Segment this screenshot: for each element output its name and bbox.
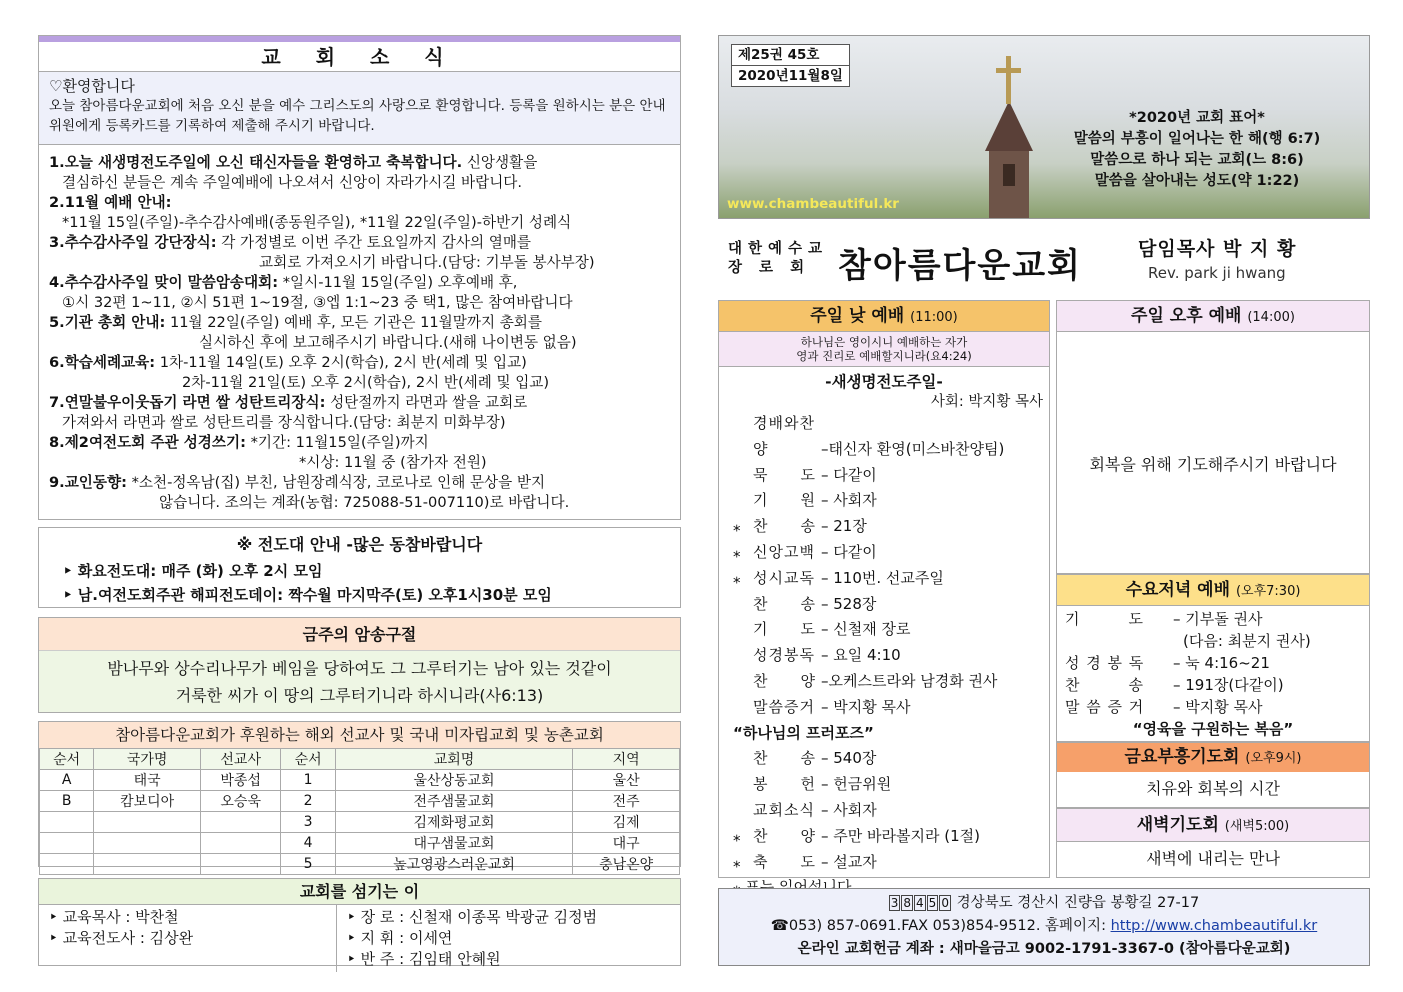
order-item: [733, 850, 1049, 876]
news-item: [49, 353, 670, 373]
afternoon-message: 회복을 위해 기도해주시기 바랍니다: [1089, 455, 1337, 474]
news-item-text: 않습니다. 조의는 계좌(농협: 725088-51-007110)로 바랍니다.: [159, 494, 570, 511]
phone-text: ☎053) 857-0691.FAX 053)854-9512. 홈페이지:: [770, 918, 1111, 934]
table-cell: [94, 812, 201, 833]
order-value: – 110번. 선교주일: [821, 568, 944, 587]
table-header: 선교사: [200, 749, 280, 770]
zip-digit: 0: [941, 896, 949, 910]
table-cell: A: [40, 770, 94, 791]
order-name: 경배와찬양: [753, 414, 815, 458]
order-name: 성시교독: [753, 568, 815, 587]
table-cell: 울산상동교회: [335, 770, 573, 791]
order-value: – 헌금위원: [821, 775, 892, 794]
news-item-head: 7.연말불우이웃돕기 라면 쌀 성탄트리장식:: [49, 394, 326, 411]
sermon-title: “하나님의 프러포즈”: [733, 723, 874, 742]
dawn-message: 새벽에 내리는 만나: [1146, 849, 1280, 868]
table-cell: [40, 812, 94, 833]
order-value: – 주만 바라볼지라 (1절): [821, 826, 980, 845]
order-value: – 540장: [821, 749, 877, 768]
order-name: 기 도: [753, 620, 816, 639]
table-row: [40, 770, 680, 791]
banner-url: www.chambeautiful.kr: [727, 196, 899, 212]
news-item-text: 교회로 가져오시기 바랍니다.(담당: 기부돌 봉사부장): [259, 254, 595, 271]
order-item: [733, 411, 1049, 463]
order-item: [733, 488, 1049, 514]
issue-volume: 제25권 45호: [738, 47, 820, 63]
wednesday-sermon: “영육을 구원하는 복음”: [1132, 720, 1294, 738]
table-cell: 3: [281, 812, 335, 833]
servers-title: 교회를 섬기는 이: [39, 879, 680, 905]
news-item-text: *11월 15일(주일)-추수감사예배(종동원주일), *11월 22일(주일)-하반기 성례식: [62, 214, 572, 231]
news-item-text: *일시-11월 15일(주일) 오후예배 후,: [282, 274, 518, 291]
news-item-text: 2차-11월 21일(토) 오후 2시(학습), 2시 반(세례 및 입교): [182, 374, 550, 391]
standing-icon: ⁎: [733, 517, 741, 536]
server-item: ‣ 교육전도사 : 김상완: [49, 929, 194, 947]
dawn-time: (새벽5:00): [1224, 819, 1290, 834]
friday-prayer: [1056, 742, 1370, 808]
zip-digit: 3: [890, 896, 899, 910]
table-row: [40, 812, 680, 833]
news-item-head: 2.11월 예배 안내:: [49, 194, 172, 211]
news-item: [49, 333, 670, 353]
order-value: – 528장: [821, 594, 877, 613]
order-name: 성 경 봉 독: [1065, 654, 1145, 672]
church-header: [718, 222, 1370, 292]
news-item-head: 6.학습세례교육:: [49, 354, 156, 371]
zip-digit: 5: [928, 896, 937, 910]
news-item-head: 1.오늘 새생명전도주일에 오신 태신자들을 환영하고 축복합니다.: [49, 154, 463, 171]
welcome-title: ♡환영합니다: [49, 77, 135, 95]
news-item-text: 11월 22일(주일) 예배 후, 모든 기관은 11월말까지 총회를: [169, 314, 543, 331]
news-item-head: 3.추수감사주일 강단장식:: [49, 234, 217, 251]
dawn-title-text: 새벽기도회: [1136, 815, 1219, 835]
news-list: [39, 145, 680, 521]
denomination: [728, 240, 828, 278]
order-name: 찬 양: [753, 671, 816, 690]
service-host: 사회: 박지황 목사: [930, 394, 1043, 410]
order-value: –태신자 환영(미스바찬양팀): [821, 439, 1005, 458]
morning-title-text: 주일 낮 예배: [810, 306, 905, 326]
order-name: 성경봉독: [753, 646, 815, 665]
evangelism-title: ※ 전도대 안내 -많은 동참바랍니다: [236, 535, 483, 554]
wednesday-item: [1057, 696, 1369, 718]
quote-line: 하나님은 영이시니 예배하는 자가: [800, 335, 968, 349]
evangelism-item: ‣ 남.여전도회주관 해피전도데이: 짝수월 마지막주(토) 오후1시30분 모임: [63, 586, 552, 604]
order-item: [733, 540, 1049, 566]
table-cell: 충남온양: [573, 854, 680, 875]
news-item: [49, 233, 670, 253]
order-value: – 박지황 목사: [1173, 698, 1263, 716]
motto-line: 말씀의 부흥이 일어나는 한 해(행 6:7): [1073, 131, 1321, 147]
order-item: [733, 798, 1049, 824]
afternoon-title-text: 주일 오후 예배: [1131, 306, 1242, 326]
wednesday-item: [1057, 674, 1369, 696]
order-name: 찬 양: [753, 826, 816, 845]
table-cell: 울산: [573, 770, 680, 791]
news-item-text: *시상: 11월 중 (참가자 전원): [299, 454, 487, 471]
friday-title: [1057, 743, 1369, 772]
table-cell: 오승욱: [200, 791, 280, 812]
order-name: 신앙고백: [753, 542, 815, 561]
order-of-service: [719, 411, 1049, 721]
order-name: 찬 송: [753, 594, 816, 613]
order-item: [733, 695, 1049, 721]
banner-image: [718, 35, 1370, 219]
table-cell: 전주샘물교회: [335, 791, 573, 812]
morning-title: [719, 301, 1049, 332]
afternoon-time: (14:00): [1247, 310, 1295, 325]
order-value: – 신철재 장로: [821, 620, 911, 639]
news-item: [49, 373, 670, 393]
table-cell: 1: [281, 770, 335, 791]
order-name: 찬 송: [753, 749, 816, 768]
news-item: [49, 253, 670, 273]
server-item: ‣ 교육목사 : 박찬철: [49, 908, 179, 926]
wednesday-item: [1057, 630, 1369, 652]
order-item: [733, 746, 1049, 772]
order-name: 봉 헌: [753, 775, 816, 794]
address-line: [719, 892, 1369, 915]
memory-verse-section: [38, 617, 681, 713]
table-cell: 김제화평교회: [335, 812, 573, 833]
issue-date: 2020년11월8일: [732, 65, 849, 86]
order-value: – 설교자: [821, 852, 877, 871]
order-value: – 사회자: [821, 491, 877, 510]
table-cell: B: [40, 791, 94, 812]
denomination-line: 대한예수교: [728, 241, 829, 257]
news-item: [49, 433, 670, 453]
church-steeple-icon: [959, 46, 1049, 219]
table-header: 교회명: [335, 749, 573, 770]
news-item-head: 4.추수감사주일 맞이 말씀암송대회:: [49, 274, 279, 291]
order-item: [733, 592, 1049, 618]
news-item: [49, 473, 670, 493]
standing-icon: ⁎: [733, 826, 741, 845]
table-header: 지역: [573, 749, 680, 770]
order-item: [733, 669, 1049, 695]
issue-box: [731, 44, 850, 87]
mission-table: [39, 748, 680, 875]
wednesday-title-text: 수요저녁 예배: [1125, 580, 1231, 600]
phone-line: [719, 915, 1369, 938]
table-cell: 전주: [573, 791, 680, 812]
order-item: [733, 514, 1049, 540]
afternoon-title: [1057, 301, 1369, 332]
order-name: 말씀증거: [753, 697, 815, 716]
order-value: – 기부돌 권사: [1173, 610, 1263, 628]
table-cell: 5: [281, 854, 335, 875]
order-name: 찬 송: [753, 517, 816, 536]
news-item: [49, 193, 670, 213]
news-item: [49, 493, 670, 513]
order-value: – 다같이: [821, 542, 877, 561]
motto-title: *2020년 교회 표어*: [1129, 110, 1265, 126]
dawn-title: [1057, 809, 1369, 842]
church-motto: [1037, 108, 1357, 192]
table-cell: 박종섭: [200, 770, 280, 791]
motto-line: 말씀을 살아내는 성도(약 1:22): [1094, 173, 1300, 189]
news-item-head: 8.제2여전도회 주관 성경쓰기:: [49, 434, 246, 451]
news-item: [49, 393, 670, 413]
morning-quote: [719, 332, 1049, 367]
table-cell: [200, 833, 280, 854]
table-row: [40, 854, 680, 875]
news-title: 교 회 소 식: [39, 42, 680, 72]
table-cell: 2: [281, 791, 335, 812]
standing-icon: ⁎: [733, 568, 741, 587]
memory-verse-line: 거룩한 씨가 이 땅의 그루터기니라 하시니라(사6:13): [175, 686, 544, 705]
evangelism-section: [38, 527, 681, 608]
table-header: 순서: [281, 749, 335, 770]
news-item: [49, 173, 670, 193]
order-item: [733, 566, 1049, 592]
table-cell: [94, 833, 201, 854]
friday-time: (오후9시): [1245, 751, 1302, 766]
wednesday-time: (오후7:30): [1235, 584, 1301, 599]
order-name: 묵 도: [753, 465, 816, 484]
news-item-text: *기간: 11월15일(주일)까지: [250, 434, 429, 451]
table-cell: [94, 854, 201, 875]
news-item-head: 5.기관 총회 안내:: [49, 314, 166, 331]
servers-section: [38, 878, 681, 966]
table-row: [40, 833, 680, 854]
wednesday-service: [1056, 574, 1370, 742]
news-item-text: 성탄절까지 라면과 쌀을 교회로: [330, 394, 528, 411]
news-item: [49, 213, 670, 233]
order-value: – 사회자: [821, 800, 877, 819]
table-cell: 캄보디아: [94, 791, 201, 812]
order-value: – 요일 4:10: [821, 646, 901, 665]
morning-time: (11:00): [910, 310, 958, 325]
table-cell: 대구: [573, 833, 680, 854]
table-cell: [200, 812, 280, 833]
news-item-text: 실시하신 후에 보고해주시기 바랍니다.(새해 나이변동 없음): [199, 334, 577, 351]
evangelism-item: ‣ 화요전도대: 매주 (화) 오후 2시 모임: [63, 562, 323, 580]
order-item: [733, 772, 1049, 798]
news-item: [49, 153, 670, 173]
news-item-text: 1차-11월 14일(토) 오후 2시(학습), 2시 반(세례 및 입교): [159, 354, 527, 371]
senior-pastor: 담임목사 박 지 황: [1138, 238, 1297, 260]
order-name: 기 원: [753, 491, 816, 510]
afternoon-service: [1056, 300, 1370, 574]
mission-title: 참아름다운교회가 후원하는 해외 선교사 및 국내 미자립교회 및 농촌교회: [39, 722, 680, 748]
senior-pastor-en: Rev. park ji hwang: [1148, 264, 1286, 282]
service-subtitle: -새생명전도주일-: [825, 373, 943, 391]
homepage-link[interactable]: http://www.chambeautiful.kr: [1110, 918, 1318, 934]
news-item-text: ①시 32편 1~11, ②시 51편 1~19절, ③엡 1:1~23 중 택1, 많은 참여바랍니다: [62, 294, 573, 311]
denomination-line: 장 로 회: [728, 260, 811, 276]
address-text: 경상북도 경산시 진량읍 봉황길 27-17: [956, 895, 1200, 911]
order-value: – 다같이: [821, 465, 877, 484]
order-value: – 박지황 목사: [821, 697, 911, 716]
news-item-text: *소천-정옥남(집) 부친, 남원장례식장, 코로나로 인해 문상을 받지: [131, 474, 546, 491]
order-value: – 191장(다같이): [1173, 676, 1284, 694]
table-cell: 태국: [94, 770, 201, 791]
server-item: ‣ 장 로 : 신철재 이종목 박광균 김정범: [347, 908, 598, 926]
table-header: 순서: [40, 749, 94, 770]
table-cell: 대구샘물교회: [335, 833, 573, 854]
order-value: (다음: 최분지 권사): [1183, 632, 1311, 650]
welcome-box: [39, 72, 680, 145]
news-item: [49, 413, 670, 433]
motto-line: 말씀으로 하나 되는 교회(느 8:6): [1090, 152, 1304, 168]
table-row: [40, 791, 680, 812]
order-name: 교회소식: [753, 800, 815, 819]
standing-icon: ⁎: [733, 542, 741, 561]
morning-service: [718, 300, 1050, 878]
news-item-text: 가져와서 라면과 쌀로 성탄트리를 장식합니다.(담당: 최분지 미화부장): [62, 414, 506, 431]
friday-message: 치유와 회복의 시간: [1146, 779, 1280, 798]
zip-code: [889, 895, 952, 911]
table-cell: 4: [281, 833, 335, 854]
order-name: 찬 송: [1065, 676, 1144, 694]
order-value: – 21장: [821, 517, 867, 536]
dawn-prayer: [1056, 808, 1370, 878]
zip-digit: 4: [916, 896, 924, 910]
news-item-head: 9.교인동향:: [49, 474, 127, 491]
account-line: 온라인 교회헌금 계좌 : 새마을금고 9002-1791-3367-0 (참아름다운교회): [797, 941, 1291, 957]
news-item-text: 결심하신 분들은 계속 주일예배에 나오셔서 신앙이 자라가시길 바랍니다.: [62, 174, 523, 191]
wednesday-item: [1057, 652, 1369, 674]
memory-verse-line: 밤나무와 상수리나무가 베임을 당하여도 그 그루터기는 남아 있는 것같이: [107, 659, 612, 678]
order-name: 말 씀 증 거: [1065, 698, 1145, 716]
order-item: [733, 643, 1049, 669]
order-value: –오케스트라와 남경화 권사: [821, 671, 998, 690]
mission-support-section: [38, 721, 681, 873]
news-item-text: 각 가정별로 이번 주간 토요일까지 감사의 열매를: [221, 234, 532, 251]
table-cell: [40, 833, 94, 854]
church-name: 참아름다운교회: [838, 246, 1082, 286]
news-item-text: 신앙생활을: [466, 154, 538, 171]
wednesday-item: [1057, 608, 1369, 630]
order-name: 기 도: [1065, 610, 1144, 628]
order-of-service: [719, 746, 1049, 875]
wednesday-title: [1057, 575, 1369, 606]
standing-icon: ⁎: [733, 852, 741, 871]
news-item: [49, 313, 670, 333]
news-item: [49, 293, 670, 313]
quote-line: 영과 진리로 예배할지니라(요4:24): [796, 349, 972, 363]
table-cell: 김제: [573, 812, 680, 833]
order-name: 축 도: [753, 852, 816, 871]
friday-title-text: 금요부흥기도회: [1124, 747, 1240, 767]
news-item: [49, 453, 670, 473]
server-item: ‣ 반 주 : 김임태 안혜원: [347, 950, 501, 968]
contact-footer: [718, 888, 1370, 966]
order-item: [733, 463, 1049, 489]
news-item: [49, 273, 670, 293]
welcome-text: 오늘 참아름다운교회에 처음 오신 분을 예수 그리스도의 사랑으로 환영합니다. 등록을 원하시는 분은 안내위원에게 등록카드를 기록하여 제출해 주시기 바랍니다.: [49, 98, 666, 134]
order-item: [733, 617, 1049, 643]
table-cell: [40, 854, 94, 875]
zip-digit: 8: [903, 896, 912, 910]
table-header: 국가명: [94, 749, 201, 770]
table-cell: [200, 854, 280, 875]
server-item: ‣ 지 휘 : 이세연: [347, 929, 453, 947]
order-item: [733, 824, 1049, 850]
church-news-section: [38, 35, 681, 520]
memory-title: 금주의 암송구절: [39, 618, 680, 651]
order-value: – 눅 4:16~21: [1173, 654, 1270, 672]
table-cell: 높고영광스러운교회: [335, 854, 573, 875]
